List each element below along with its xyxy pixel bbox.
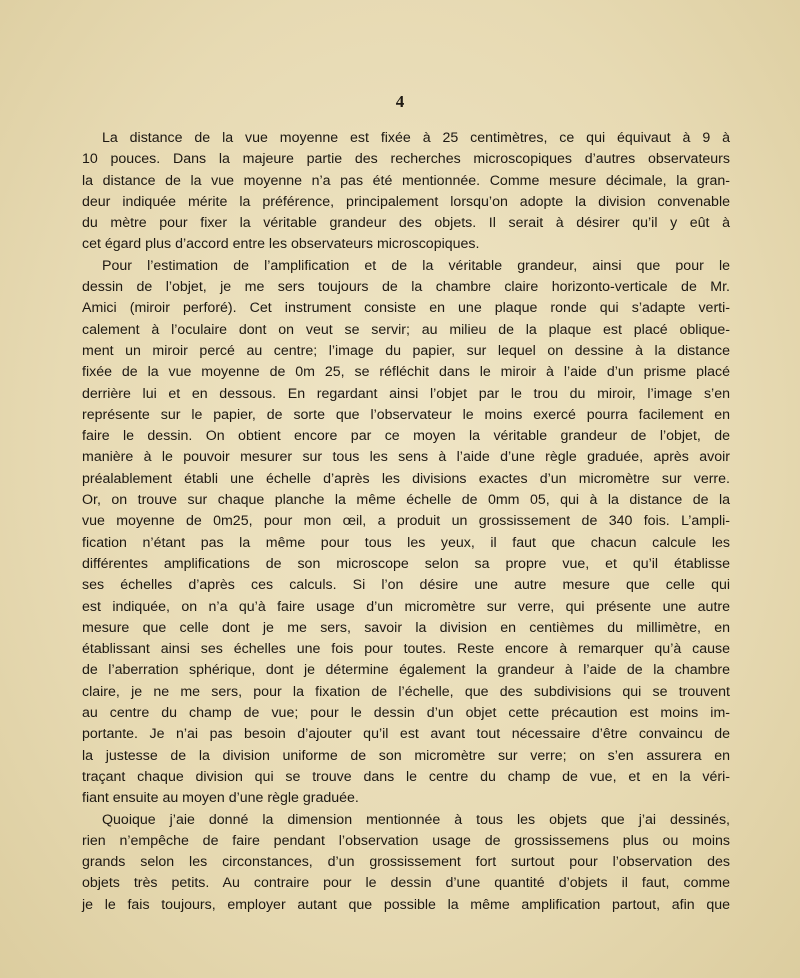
text-line: fiant ensuite au moyen d’une règle graduée. (82, 790, 359, 807)
text-line: Or, on trouve sur chaque planche la même échelle de 0mm 05, qui à la distance de la (82, 492, 730, 509)
text-line: deur indiquée mérite la préférence, principalement lorsqu’on adopte la division convenable (82, 193, 730, 210)
text-line: dessin de l’objet, je me sers toujours de la chambre claire horizonto-verticale de Mr. (82, 279, 730, 296)
text-line: au centre du champ de vue; pour le dessin d’un objet cette précaution est moins im- (82, 705, 730, 722)
text-line: objets très petits. Au contraire pour le dessin d’une quantité d’objets il faut, comme (82, 875, 730, 892)
text-line: je le fais toujours, employer autant que possible la même amplification partout, afin que (82, 896, 730, 913)
text-line: Amici (miroir perforé). Cet instrument consiste en une plaque ronde qui s’adapte verti- (82, 300, 730, 317)
text-line: la justesse de la division uniforme de son micromètre sur verre; on s’en assurera en (82, 747, 730, 764)
text-line: vue moyenne de 0m25, pour mon œil, a produit un grossissement de 340 fois. L’ampli- (82, 513, 730, 530)
text-line: préalablement établi une échelle d’après les divisions exactes d’un micromètre sur verre. (82, 470, 730, 487)
text-line: faire le dessin. On obtient encore par ce moyen la véritable grandeur de l’objet, de (82, 428, 730, 445)
text-line: établissant ainsi ses échelles une fois pour toutes. Reste encore à remarquer qu’à cause (82, 641, 730, 658)
text-line: rien n’empêche de faire pendant l’observation usage de grossissemens plus ou moins (82, 832, 730, 849)
text-line: cet égard plus d’accord entre les observateurs microscopiques. (82, 236, 480, 253)
text-line: portante. Je n’ai pas besoin d’ajouter qu’il est avant tout nécessaire d’être convaincu de (82, 726, 730, 743)
text-line: est indiquée, on n’a qu’à faire usage d’un micromètre sur verre, qui présente une autre (82, 598, 730, 615)
text-line: claire, je ne me sers, pour la fixation de l’échelle, que des subdivisions qui se trouvent (82, 683, 730, 700)
text-line: la distance de la vue moyenne n’a pas été mentionnée. Comme mesure décimale, la gran- (82, 172, 730, 189)
text-line: derrière lui et en dessous. En regardant ainsi l’objet par le trou du miroir, l’image s’en (82, 385, 730, 402)
text-line: Quoique j’aie donné la dimension mentionnée à tous les objets que j’ai dessinés, (102, 811, 730, 828)
text-line: 10 pouces. Dans la majeure partie des recherches microscopiques d’autres observateurs (82, 151, 730, 168)
text-line: ses échelles d’après ces calculs. Si l’on désire une autre mesure que celle qui (82, 577, 730, 594)
text-line: de l’aberration sphérique, dont je détermine également la grandeur à l’aide de la chambre (82, 662, 730, 679)
text-line: fication n’étant pas la même pour tous les yeux, il faut que chacun calcule les (82, 534, 730, 551)
text-line: calement à l’oculaire dont on veut se servir; au milieu de la plaque est placé oblique- (82, 321, 730, 338)
text-line: du mètre pour fixer la véritable grandeur des objets. Il serait à désirer qu’il y eût à (82, 215, 730, 232)
text-line: fixée de la vue moyenne de 0m 25, se réfléchit dans le miroir à l’aide d’un prisme placé (82, 364, 730, 381)
text-line: différentes amplifications de son microscope selon sa propre vue, et qu’il établisse (82, 555, 730, 572)
body-text (82, 128, 730, 916)
text-line: manière à le pouvoir mesurer sur tous les sens à l’aide d’une règle graduée, après avoir (82, 449, 730, 466)
text-line: La distance de la vue moyenne est fixée à 25 centimètres, ce qui équivaut à 9 à (102, 130, 730, 146)
text-line: traçant chaque division qui se trouve dans le centre du champ de vue, et en la véri- (82, 768, 730, 785)
text-line: représente sur le papier, de sorte que l’observateur le moins exercé pourra facilement en (82, 406, 730, 423)
text-line: Pour l’estimation de l’amplification et de la véritable grandeur, ainsi que pour le (102, 257, 730, 274)
text-line: ment un miroir percé au centre; l’image du papier, sur lequel on dessine à la distance (82, 342, 730, 359)
text-line: mesure que celle dont je me sers, savoir la division en centièmes du millimètre, en (82, 619, 730, 636)
text-line: grands selon les circonstances, d’un grossissement fort surtout pour l’observation des (82, 854, 730, 871)
page-number: 4 (395, 92, 405, 111)
